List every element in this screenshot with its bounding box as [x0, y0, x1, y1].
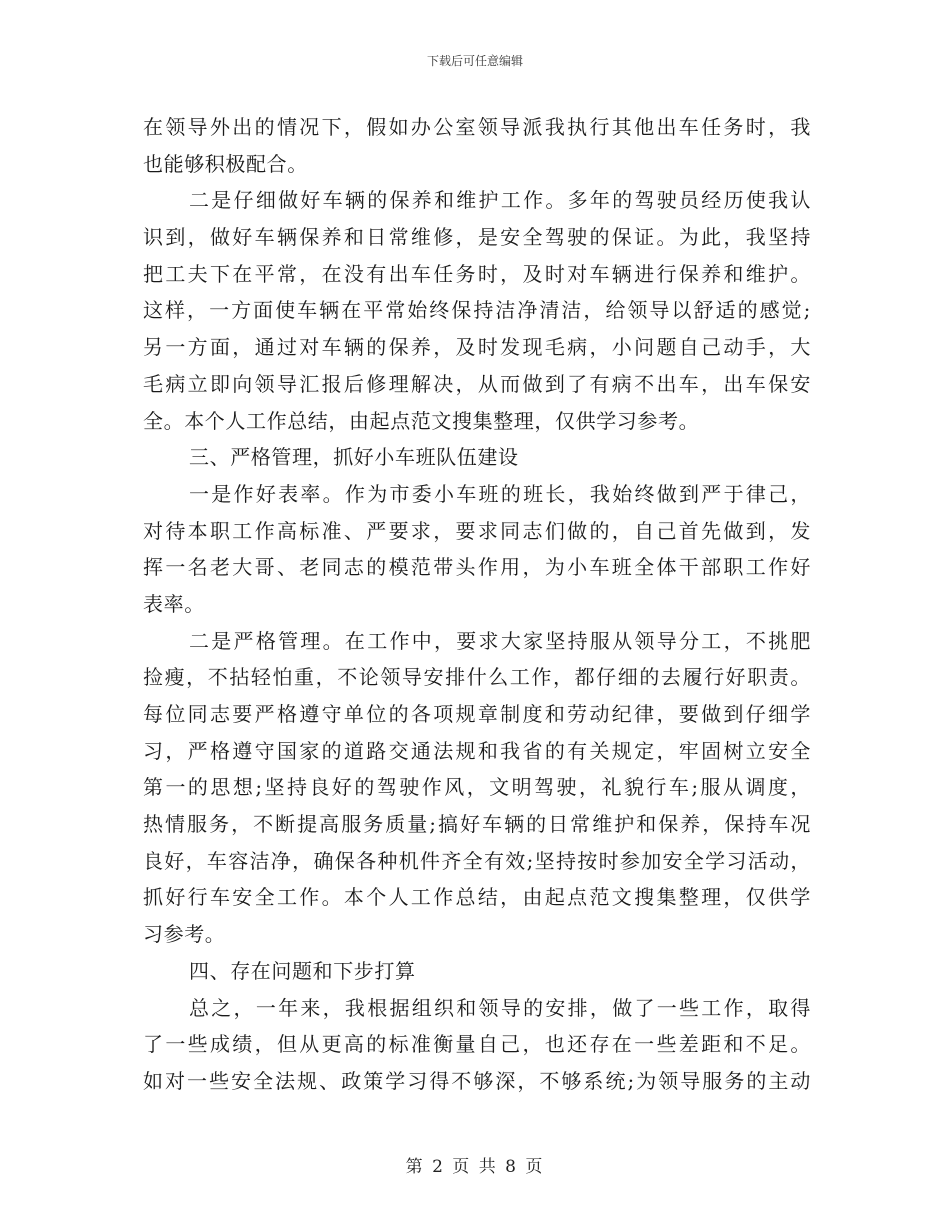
text-line: 总之，一年来，我根据组织和领导的安排，做了一些工作，取得 — [189, 995, 811, 1020]
text-line: 三、严格管理，抓好小车班队伍建设 — [189, 445, 519, 470]
text-line: 习，严格遵守国家的道路交通法规和我省的有关规定，牢固树立安全 — [143, 738, 811, 763]
text-line: 良好，车容洁净，确保各种机件齐全有效;坚持按时参加安全学习活动， — [143, 848, 811, 873]
text-line: 全。本个人工作总结，由起点范文搜集整理，仅供学习参考。 — [143, 408, 700, 433]
page-number-footer: 第 2 页 共 8 页 — [405, 1157, 545, 1177]
text-line: 热情服务，不断提高服务质量;搞好车辆的日常维护和保养，保持车况 — [143, 812, 811, 837]
text-line: 也能够积极配合。 — [143, 151, 308, 176]
text-line: 把工夫下在平常，在没有出车任务时，及时对车辆进行保养和维护。 — [143, 261, 811, 286]
text-line: 四、存在问题和下步打算 — [189, 958, 416, 983]
text-line: 抓好行车安全工作。本个人工作总结，由起点范文搜集整理，仅供学 — [143, 885, 811, 910]
page-header: 下载后可任意编辑 — [426, 54, 523, 68]
text-line: 了一些成绩，但从更高的标准衡量自己，也还存在一些差距和不足。 — [143, 1032, 811, 1057]
text-line: 二是严格管理。在工作中，要求大家坚持服从领导分工，不挑肥 — [189, 628, 811, 653]
text-line: 对待本职工作高标准、严要求，要求同志们做的，自己首先做到，发 — [143, 518, 811, 543]
document-body — [143, 109, 811, 1100]
text-line: 如对一些安全法规、政策学习得不够深，不够系统;为领导服务的主动 — [143, 1068, 811, 1093]
text-line: 一是作好表率。作为市委小车班的班长，我始终做到严于律己， — [189, 481, 811, 506]
text-line: 另一方面，通过对车辆的保养，及时发现毛病，小问题自己动手，大 — [143, 335, 811, 360]
text-line: 捡瘦，不拈轻怕重，不论领导安排什么工作，都仔细的去履行好职责。 — [143, 665, 811, 690]
text-line: 习参考。 — [143, 922, 226, 947]
text-line: 在领导外出的情况下，假如办公室领导派我执行其他出车任务时，我 — [143, 115, 811, 139]
text-line: 毛病立即向领导汇报后修理解决，从而做到了有病不出车，出车保安 — [143, 371, 811, 396]
text-line: 第一的思想;坚持良好的驾驶作风，文明驾驶，礼貌行车;服从调度， — [143, 775, 811, 800]
text-line: 二是仔细做好车辆的保养和维护工作。多年的驾驶员经历使我认 — [189, 188, 811, 213]
text-line: 表率。 — [143, 591, 205, 616]
text-line: 这样，一方面使车辆在平常始终保持洁净清洁，给领导以舒适的感觉; — [143, 298, 811, 323]
text-line: 每位同志要严格遵守单位的各项规章制度和劳动纪律，要做到仔细学 — [143, 702, 811, 726]
text-line: 识到，做好车辆保养和日常维修，是安全驾驶的保证。为此，我坚持 — [143, 225, 811, 250]
text-line: 挥一名老大哥、老同志的模范带头作用，为小车班全体干部职工作好 — [143, 555, 811, 580]
